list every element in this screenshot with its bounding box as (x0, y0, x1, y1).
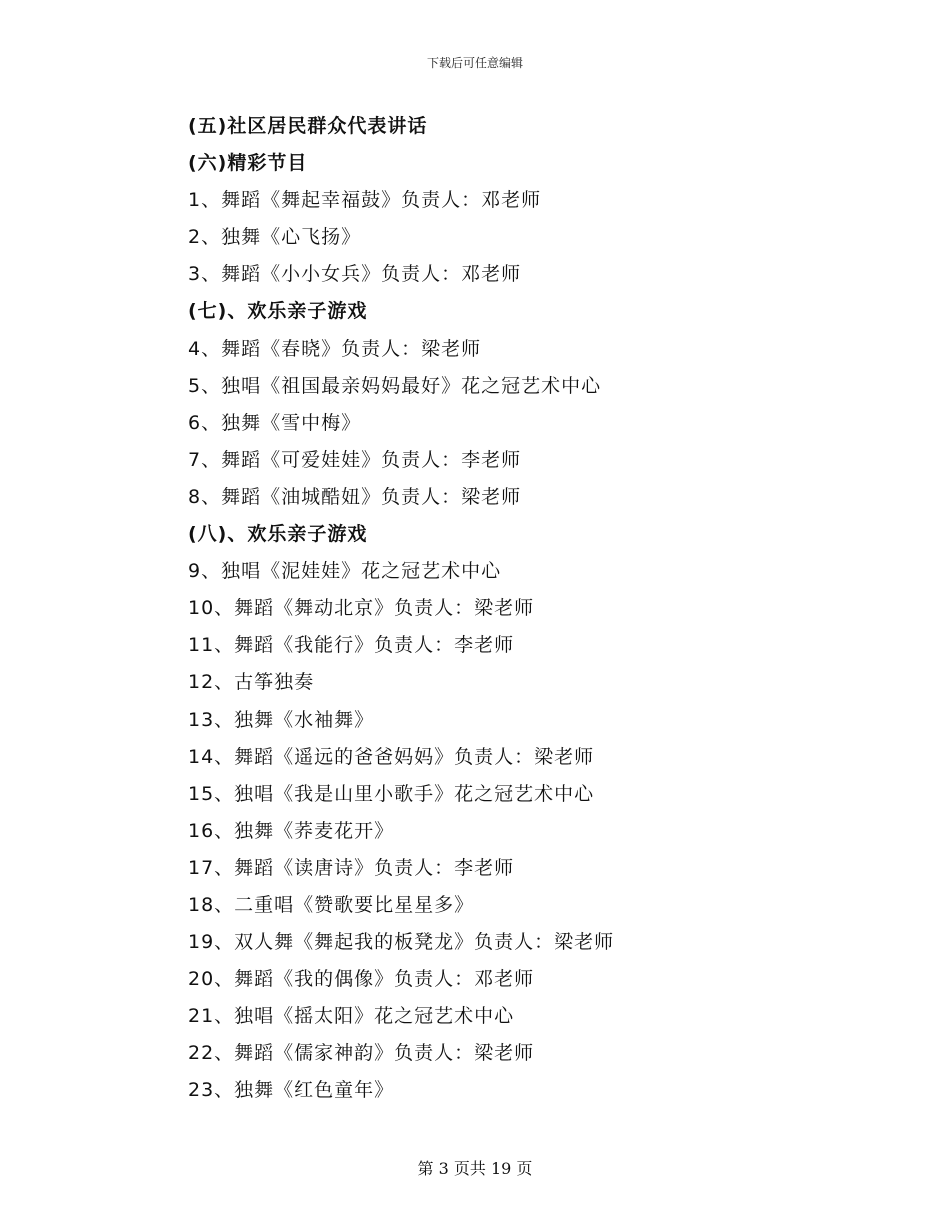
program-item: 2、独舞《心飞扬》 (188, 226, 362, 249)
program-item: 9、独唱《泥娃娃》花之冠艺术中心 (188, 560, 502, 583)
program-item: 8、舞蹈《油城酷妞》负责人：梁老师 (188, 485, 522, 508)
program-item: 19、双人舞《舞起我的板凳龙》负责人：梁老师 (188, 931, 615, 954)
program-item: 17、舞蹈《读唐诗》负责人：李老师 (188, 856, 515, 879)
page-header: 下载后可任意编辑 (426, 56, 523, 70)
program-item: 4、舞蹈《春晓》负责人：梁老师 (188, 337, 482, 360)
program-item: 12、古筝独奏 (188, 671, 315, 694)
program-item: 6、独舞《雪中梅》 (188, 411, 362, 434)
program-item: 11、舞蹈《我能行》负责人：李老师 (188, 634, 515, 657)
section-heading: (五)社区居民群众代表讲话 (188, 115, 428, 137)
program-item: 18、二重唱《赞歌要比星星多》 (188, 893, 475, 916)
program-item: 7、舞蹈《可爱娃娃》负责人：李老师 (188, 448, 522, 471)
program-item: 15、独唱《我是山里小歌手》花之冠艺术中心 (188, 782, 595, 805)
program-item: 23、独舞《红色童年》 (188, 1079, 395, 1102)
program-item: 20、舞蹈《我的偶像》负责人：邓老师 (188, 968, 535, 991)
section-heading: (八)、欢乐亲子游戏 (188, 523, 368, 546)
program-item: 1、舞蹈《舞起幸福鼓》负责人：邓老师 (188, 189, 542, 212)
program-item: 13、独舞《水袖舞》 (188, 708, 375, 731)
section-heading: (六)精彩节目 (188, 152, 308, 175)
section-heading: (七)、欢乐亲子游戏 (188, 300, 368, 323)
document-body (188, 108, 888, 1110)
program-item: 5、独唱《祖国最亲妈妈最好》花之冠艺术中心 (188, 374, 602, 397)
page-number: 第 3 页共 19 页 (417, 1159, 533, 1178)
program-item: 16、独舞《荞麦花开》 (188, 819, 395, 842)
program-item: 14、舞蹈《遥远的爸爸妈妈》负责人：梁老师 (188, 745, 595, 768)
program-item: 21、独唱《摇太阳》花之冠艺术中心 (188, 1005, 515, 1028)
program-item: 10、舞蹈《舞动北京》负责人：梁老师 (188, 597, 535, 620)
program-item: 3、舞蹈《小小女兵》负责人：邓老师 (188, 263, 522, 286)
program-item: 22、舞蹈《儒家神韵》负责人：梁老师 (188, 1042, 535, 1065)
